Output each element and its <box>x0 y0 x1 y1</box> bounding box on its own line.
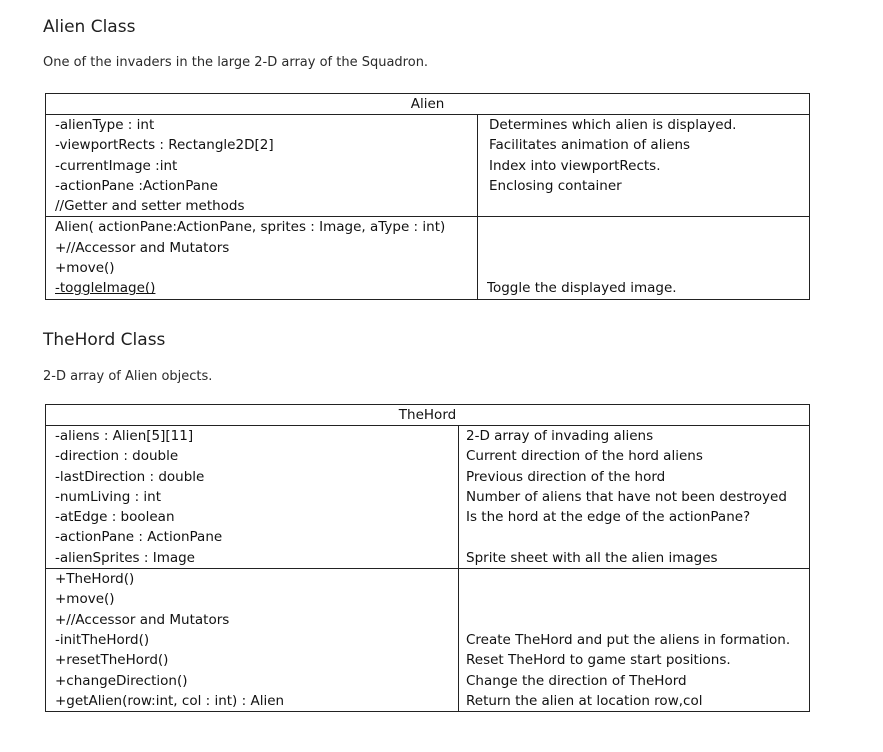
method-description: Return the alien at location row,col <box>466 692 703 709</box>
attribute-signature: -lastDirection : double <box>55 468 205 485</box>
method-description: Change the direction of TheHord <box>466 672 687 689</box>
attribute-description: Index into viewportRects. <box>489 157 661 174</box>
method-description <box>487 217 809 237</box>
alien-attributes-cell <box>46 115 478 217</box>
method-signature: +TheHord() <box>55 571 135 588</box>
attribute-description: Sprite sheet with all the alien images <box>466 549 718 566</box>
method-description: Create TheHord and put the aliens in formation. <box>466 631 791 648</box>
attribute-description: Facilitates animation of aliens <box>489 137 691 154</box>
attribute-description <box>466 527 809 547</box>
method-signature: +move() <box>55 260 115 277</box>
attribute-signature: -numLiving : int <box>55 488 162 505</box>
method-signature: +//Accessor and Mutators <box>55 239 230 256</box>
attribute-signature: -aliens : Alien[5][11] <box>55 428 194 444</box>
alien-class-name: Alien <box>46 94 810 115</box>
method-description <box>487 258 809 278</box>
method-signature: +getAlien(row:int, col : int) : Alien <box>55 692 285 709</box>
attribute-signature: -viewportRects : Rectangle2D[2] <box>55 137 274 154</box>
alien-uml-table <box>45 93 810 300</box>
method-description <box>466 569 809 589</box>
method-description <box>487 238 809 258</box>
method-signature: +resetTheHord() <box>55 652 169 669</box>
attribute-signature: -alienType : int <box>55 117 155 133</box>
alien-class-description: One of the invaders in the large 2-D array of the Squadron. <box>43 55 429 70</box>
hord-attribute-descriptions-cell <box>459 426 810 569</box>
attribute-description: Number of aliens that have not been destroyed <box>466 488 787 505</box>
attribute-description: Is the hord at the edge of the actionPane? <box>466 509 751 526</box>
alien-class-heading: Alien Class <box>43 17 136 37</box>
alien-method-descriptions-cell <box>478 217 810 299</box>
method-description: Toggle the displayed image. <box>487 280 677 297</box>
attribute-signature: -alienSprites : Image <box>55 549 195 566</box>
attribute-description: Determines which alien is displayed. <box>489 117 737 133</box>
alien-methods-cell <box>46 217 478 299</box>
hord-class-name: TheHord <box>46 405 810 426</box>
method-signature: -toggleImage() <box>55 280 156 297</box>
attribute-description: Current direction of the hord aliens <box>466 448 703 465</box>
attribute-description: Enclosing container <box>489 177 622 194</box>
hord-methods-cell <box>46 569 459 712</box>
attribute-signature: -direction : double <box>55 448 179 465</box>
attribute-signature: //Getter and setter methods <box>55 198 245 215</box>
attribute-description: Previous direction of the hord <box>466 468 666 485</box>
method-signature: +move() <box>55 591 115 608</box>
attribute-description <box>489 196 809 216</box>
attribute-signature: -actionPane :ActionPane <box>55 177 218 194</box>
hord-class-heading: TheHord Class <box>43 330 166 350</box>
alien-attribute-descriptions-cell <box>478 115 810 217</box>
method-description: Reset TheHord to game start positions. <box>466 652 731 669</box>
hord-uml-table <box>45 404 810 712</box>
attribute-signature: -atEdge : boolean <box>55 509 175 526</box>
hord-method-descriptions-cell <box>459 569 810 712</box>
hord-attributes-cell <box>46 426 459 569</box>
method-description <box>466 610 809 630</box>
method-signature: +changeDirection() <box>55 672 188 689</box>
method-description <box>466 589 809 609</box>
attribute-signature: -currentImage :int <box>55 157 178 174</box>
attribute-signature: -actionPane : ActionPane <box>55 529 223 546</box>
method-signature: -initTheHord() <box>55 631 150 648</box>
hord-class-description: 2-D array of Alien objects. <box>43 369 213 384</box>
method-signature: Alien( actionPane:ActionPane, sprites : Image, aType : int) <box>55 219 446 236</box>
method-signature: +//Accessor and Mutators <box>55 611 230 628</box>
attribute-description: 2-D array of invading aliens <box>466 428 654 444</box>
